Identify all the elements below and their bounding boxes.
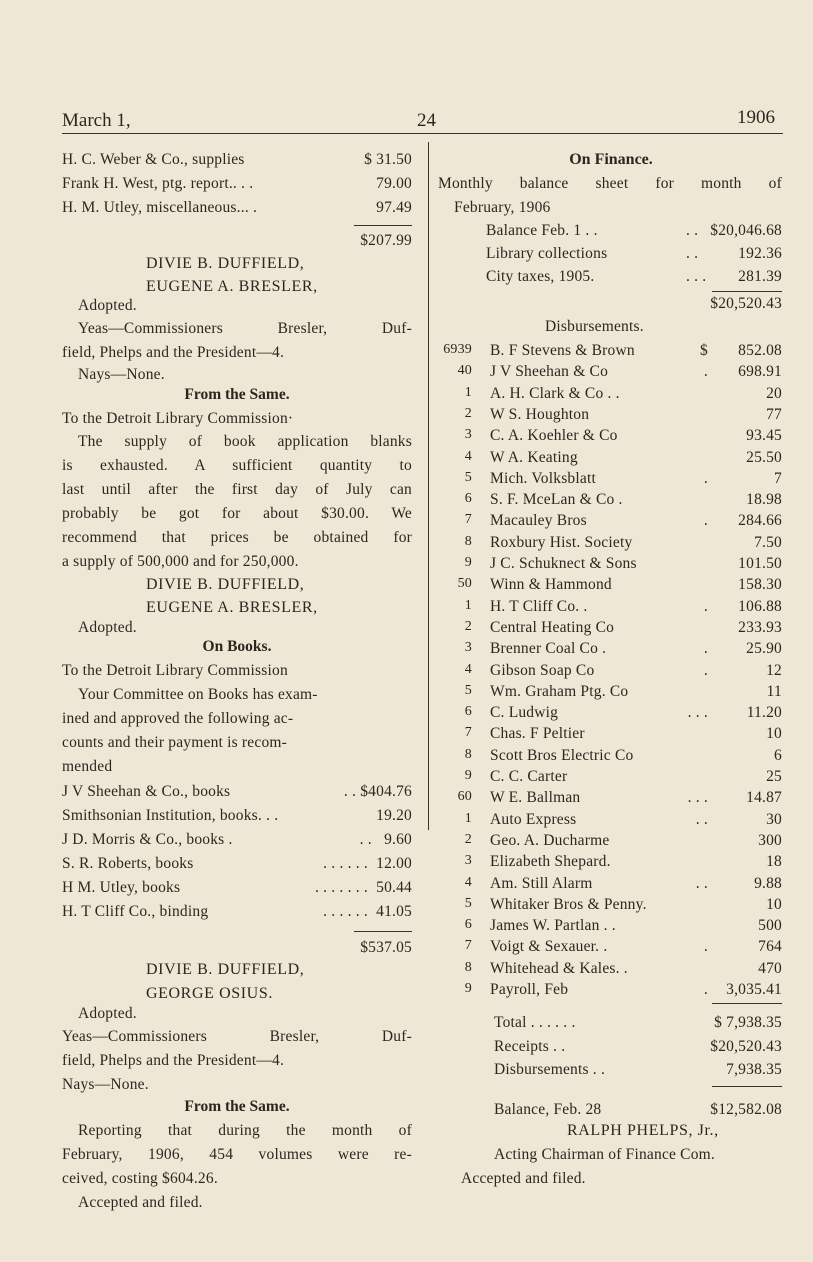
account-name: J V Sheehan & Co., books — [62, 783, 231, 800]
voucher-number: 2 — [464, 618, 472, 634]
leader-dots: . . — [686, 222, 699, 239]
balance-label: Balance, Feb. 28 — [494, 1101, 602, 1118]
summary-amount: $20,520.43 — [710, 1038, 782, 1055]
account-name: H M. Utley, books — [62, 879, 181, 896]
disbursement-row — [430, 704, 782, 724]
account-name: H. C. Weber & Co., supplies — [62, 151, 245, 168]
receipt-label: Balance Feb. 1 . . — [486, 222, 598, 239]
receipt-amount: 281.39 — [738, 268, 782, 285]
disbursement-amount: 284.66 — [738, 512, 782, 530]
disbursement-amount: 12 — [766, 661, 782, 679]
disbursement-row — [430, 576, 782, 596]
payee-name: A. H. Clark & Co . . — [490, 384, 620, 402]
leader-dots: . . — [686, 245, 699, 262]
vote-line: Yeas—Commissioners Bresler, Duf- — [62, 1028, 412, 1045]
disbursement-row — [430, 917, 782, 937]
payee-name: Roxbury Hist. Society — [490, 533, 633, 551]
disbursement-amount: 25.50 — [746, 448, 782, 466]
voucher-number: 5 — [464, 895, 472, 911]
payee-name: Am. Still Alarm — [490, 874, 593, 892]
disbursement-amount: 18 — [766, 853, 782, 871]
payee-name: Central Heating Co — [490, 618, 615, 636]
receipts-total: $20,520.43 — [710, 295, 782, 312]
receipt-row — [486, 268, 782, 288]
payee-name: J V Sheehan & Co — [490, 363, 609, 381]
leader-dots: . . — [695, 810, 708, 828]
balance-amount: $12,582.08 — [710, 1101, 782, 1118]
paragraph-line: last until after the first day of July can — [62, 481, 412, 498]
section-heading: On Finance. — [569, 151, 653, 168]
payee-name: Mich. Volksblatt — [490, 469, 596, 487]
voucher-number: 40 — [457, 363, 472, 379]
disbursement-row — [430, 938, 782, 958]
paragraph-line: ceived, costing $604.26. — [62, 1170, 218, 1187]
payee-name: Wm. Graham Ptg. Co — [490, 682, 629, 700]
disbursement-amount: 698.91 — [738, 363, 782, 381]
signature-line: EUGENE A. BRESLER, — [146, 599, 318, 616]
leader-dots: . . — [359, 831, 372, 848]
disbursement-row — [430, 832, 782, 852]
paragraph-line: recommend that prices be obtained for — [62, 529, 412, 546]
paragraph-line: is exhausted. A sufficient quantity to — [62, 457, 412, 474]
leader-dots: . . . — [687, 789, 708, 807]
receipt-row — [486, 245, 782, 265]
summary-label: Receipts . . — [494, 1038, 566, 1055]
account-name: Frank H. West, ptg. report.. . . — [62, 175, 254, 192]
voucher-number: 8 — [464, 533, 472, 549]
receipt-label: Library collections — [486, 245, 608, 262]
column-divider — [428, 142, 429, 830]
voucher-number: 1 — [464, 597, 472, 613]
disbursement-amount: 25.90 — [746, 640, 782, 658]
leader-dots: . — [703, 938, 708, 956]
summary-row — [494, 1014, 782, 1034]
account-total: $207.99 — [360, 232, 412, 249]
disbursement-row — [430, 363, 782, 383]
disbursement-amount: 14.87 — [746, 789, 782, 807]
disbursement-row — [430, 512, 782, 532]
leader-dots: . . — [343, 783, 357, 800]
account-amount: $404.76 — [360, 783, 412, 800]
sum-rule — [712, 291, 782, 292]
disbursement-amount: 3,035.41 — [726, 981, 782, 998]
disbursement-row — [430, 811, 782, 831]
nays-text: Nays—None. — [62, 1076, 149, 1093]
voucher-number: 7 — [464, 725, 472, 741]
summary-amount: 7,938.35 — [726, 1061, 782, 1078]
vote-line: field, Phelps and the President—4. — [62, 1052, 285, 1069]
payee-name: W E. Ballman — [490, 789, 581, 807]
paragraph-line: ined and approved the following ac- — [62, 710, 294, 727]
paragraph-line: Accepted and filed. — [78, 1194, 203, 1211]
disbursement-amount: 233.93 — [738, 618, 782, 636]
disbursement-row — [430, 406, 782, 426]
voucher-number: 4 — [464, 661, 472, 677]
account-amount: 9.60 — [384, 831, 412, 848]
disbursement-row — [430, 555, 782, 575]
disbursement-row — [430, 768, 782, 788]
disbursement-row — [430, 342, 782, 362]
receipt-amount: $20,046.68 — [710, 222, 782, 239]
signature-line: RALPH PHELPS, Jr., — [567, 1122, 719, 1139]
disbursement-amount: 18.98 — [746, 491, 782, 509]
account-row — [62, 831, 412, 849]
voucher-number: 5 — [464, 469, 472, 485]
disbursement-amount: 30 — [766, 810, 782, 828]
payee-name: C. A. Koehler & Co — [490, 427, 618, 445]
account-name: S. R. Roberts, books — [62, 855, 194, 872]
disbursement-amount: 6 — [774, 746, 782, 764]
voucher-number: 2 — [464, 405, 472, 421]
receipt-row — [486, 222, 782, 242]
vote-line: Yeas—Commissioners Bresler, Duf- — [78, 320, 412, 337]
account-amount: 12.00 — [376, 855, 412, 872]
disbursement-row — [430, 981, 782, 1001]
account-row — [62, 903, 412, 921]
payee-name: J C. Schuknect & Sons — [490, 555, 637, 572]
account-name: H. M. Utley, miscellaneous... . — [62, 199, 258, 216]
leader-dots: . — [703, 363, 708, 381]
voucher-number: 3 — [464, 640, 472, 656]
account-name: Smithsonian Institution, books. . . — [62, 807, 279, 824]
disbursement-amount: 300 — [758, 831, 782, 849]
leader-dots: . . . . . . . — [314, 879, 368, 896]
account-amount: 79.00 — [376, 175, 412, 192]
disbursement-row — [430, 640, 782, 660]
disbursement-row — [430, 449, 782, 469]
signature-line: DIVIE B. DUFFIELD, — [146, 961, 305, 978]
account-row — [62, 879, 412, 897]
payee-name: Elizabeth Shepard. — [490, 853, 611, 871]
paragraph-line: To the Detroit Library Commission· — [62, 410, 294, 427]
account-amount: 41.05 — [376, 903, 412, 920]
voucher-number: 9 — [464, 768, 472, 783]
voucher-number: 1 — [464, 810, 472, 826]
payee-name: B. F Stevens & Brown — [490, 342, 635, 359]
disbursement-row — [430, 875, 782, 895]
signature-title: Acting Chairman of Finance Com. — [494, 1146, 716, 1163]
account-amount: $ 31.50 — [364, 151, 412, 168]
disbursement-amount: 106.88 — [738, 597, 782, 615]
voucher-number: 1 — [464, 384, 472, 400]
page-number: 24 — [417, 110, 436, 131]
payee-name: W S. Houghton — [490, 405, 590, 423]
disbursement-row — [430, 427, 782, 447]
payee-name: Scott Bros Electric Co — [490, 746, 634, 764]
disbursement-amount: 77 — [766, 405, 782, 423]
vote-line: field, Phelps and the President—4. — [62, 344, 285, 361]
accepted-text: Accepted and filed. — [461, 1170, 586, 1187]
leader-dots: . — [703, 640, 708, 658]
voucher-number: 8 — [464, 959, 472, 975]
summary-amount: $ 7,938.35 — [714, 1014, 782, 1031]
voucher-number: 6 — [464, 491, 472, 507]
intro-line: February, 1906 — [454, 199, 551, 216]
voucher-number: 6939 — [443, 342, 472, 357]
disbursement-row — [430, 598, 782, 618]
account-amount: 19.20 — [376, 807, 412, 824]
disbursement-amount: 7.50 — [754, 533, 782, 551]
disbursement-amount: 11 — [766, 682, 782, 700]
disbursement-row — [430, 747, 782, 767]
leader-dots: . . . — [687, 704, 708, 722]
disbursement-amount: 25 — [766, 768, 782, 785]
receipt-amount: 192.36 — [738, 245, 782, 262]
paragraph-line: mended — [62, 758, 113, 775]
voucher-number: 50 — [457, 576, 472, 592]
disbursement-row — [430, 491, 782, 511]
header-rule — [62, 133, 783, 134]
payee-name: Macauley Bros — [490, 512, 587, 530]
leader-dots: . — [703, 597, 708, 615]
payee-name: Brenner Coal Co . — [490, 640, 607, 658]
account-amount: 97.49 — [376, 199, 412, 216]
payee-name: James W. Partlan . . — [490, 917, 616, 935]
leader-dots: . . — [695, 874, 708, 892]
sum-rule — [712, 1086, 782, 1087]
disbursement-amount: 101.50 — [738, 555, 782, 572]
payee-name: S. F. McеLan & Co . — [490, 491, 623, 509]
account-row — [62, 199, 412, 217]
payee-name: Payroll, Feb — [490, 981, 569, 998]
section-heading: On Books. — [202, 638, 272, 655]
summary-label: Total . . . . . . — [494, 1014, 576, 1031]
disbursement-row — [430, 683, 782, 703]
receipt-label: City taxes, 1905. — [486, 268, 595, 285]
signature-line: DIVIE B. DUFFIELD, — [146, 255, 305, 272]
disbursement-amount: 500 — [758, 917, 782, 935]
leader-dots: . . . . . . — [323, 855, 368, 872]
disbursement-amount: 852.08 — [738, 342, 782, 359]
header-date: March 1, — [62, 110, 131, 131]
payee-name: Voigt & Sexauer. . — [490, 938, 608, 956]
disbursements-heading: Disbursements. — [545, 318, 644, 335]
voucher-number: 4 — [464, 874, 472, 890]
voucher-number: 4 — [464, 448, 472, 464]
payee-name: Gibson Soap Co — [490, 661, 595, 679]
balance-row — [494, 1101, 782, 1119]
payee-name: Whitehead & Kales. . — [490, 959, 628, 977]
disbursement-amount: 11.20 — [746, 704, 782, 722]
section-heading: From the Same. — [184, 1098, 290, 1115]
account-row — [62, 175, 412, 193]
paragraph-line: The supply of book application blanks — [78, 433, 412, 450]
disbursement-row — [430, 662, 782, 682]
paragraph-line: counts and their payment is recom- — [62, 734, 288, 751]
payee-name: C. C. Carter — [490, 768, 568, 785]
disbursement-row — [430, 619, 782, 639]
account-total: $537.05 — [360, 939, 412, 956]
disbursement-row — [430, 385, 782, 405]
signature-line: DIVIE B. DUFFIELD, — [146, 576, 305, 593]
disbursement-amount: 10 — [766, 725, 782, 743]
header-year: 1906 — [737, 107, 775, 128]
disbursement-row — [430, 789, 782, 809]
disbursement-amount: 764 — [758, 938, 782, 956]
voucher-number: 6 — [464, 917, 472, 933]
disbursement-amount: 158.30 — [738, 576, 782, 594]
disbursement-row — [430, 853, 782, 873]
disbursement-row — [430, 960, 782, 980]
disbursement-amount: 20 — [766, 384, 782, 402]
summary-row — [494, 1061, 782, 1081]
disbursement-row — [430, 470, 782, 490]
disbursement-row — [430, 725, 782, 745]
payee-name: Chas. F Peltier — [490, 725, 585, 743]
voucher-number: 8 — [464, 746, 472, 762]
disbursement-amount: 9.88 — [754, 874, 782, 892]
account-row — [62, 807, 412, 825]
intro-line: Monthly balance sheet for month of — [438, 175, 782, 192]
voucher-number: 60 — [457, 789, 472, 805]
signature-line: EUGENE A. BRESLER, — [146, 278, 318, 295]
account-row — [62, 151, 412, 169]
voucher-number: 3 — [464, 427, 472, 443]
paragraph-line: February, 1906, 454 volumes were re- — [62, 1146, 412, 1163]
disbursement-amount: 10 — [766, 895, 782, 913]
voucher-number: 6 — [464, 704, 472, 720]
summary-label: Disbursements . . — [494, 1061, 606, 1078]
voucher-number: 2 — [464, 831, 472, 847]
leader-dots: $ — [700, 342, 708, 359]
leader-dots: . . . — [686, 268, 707, 285]
sum-rule — [354, 931, 412, 932]
paragraph-line: a supply of 500,000 and for 250,000. — [62, 553, 299, 570]
voucher-number: 7 — [464, 938, 472, 954]
voucher-number: 9 — [464, 981, 472, 996]
voucher-number: 3 — [464, 853, 472, 869]
nays-text: Nays—None. — [78, 366, 165, 383]
account-name: J D. Morris & Co., books . — [62, 831, 233, 848]
payee-name: Auto Express — [490, 810, 577, 828]
disbursement-amount: 7 — [774, 469, 782, 487]
account-amount: 50.44 — [376, 879, 412, 896]
signature-line: GEORGE OSIUS. — [146, 985, 273, 1002]
payee-name: Winn & Hammond — [490, 576, 612, 594]
paragraph-line: To the Detroit Library Commission — [62, 662, 288, 679]
account-row — [62, 855, 412, 873]
voucher-number: 9 — [464, 555, 472, 570]
adopted-text: Adopted. — [78, 297, 137, 314]
payee-name: Whitaker Bros & Penny. — [490, 895, 647, 913]
account-name: H. T Cliff Co., binding — [62, 903, 209, 920]
sum-rule — [712, 1003, 782, 1004]
adopted-text: Adopted. — [78, 1005, 137, 1022]
leader-dots: . . . . . . — [323, 903, 368, 920]
section-heading: From the Same. — [184, 386, 290, 403]
paragraph-line: Your Committee on Books has exam- — [78, 686, 318, 703]
disbursement-amount: 93.45 — [746, 427, 782, 445]
payee-name: H. T Cliff Co. . — [490, 597, 588, 615]
summary-row — [494, 1038, 782, 1058]
disbursement-row — [430, 534, 782, 554]
payee-name: Geo. A. Ducharme — [490, 831, 610, 849]
voucher-number: 7 — [464, 512, 472, 528]
leader-dots: . — [703, 661, 708, 679]
paragraph-line: Reporting that during the month of — [78, 1122, 412, 1139]
paragraph-line: probably be got for about $30.00. We — [62, 505, 412, 522]
leader-dots: . — [703, 469, 708, 487]
payee-name: C. Ludwig — [490, 704, 559, 722]
leader-dots: . — [703, 981, 708, 998]
adopted-text: Adopted. — [78, 619, 137, 636]
voucher-number: 5 — [464, 682, 472, 698]
account-row — [62, 783, 412, 801]
leader-dots: . — [703, 512, 708, 530]
sum-rule — [354, 225, 412, 226]
disbursement-amount: 470 — [758, 959, 782, 977]
disbursement-row — [430, 896, 782, 916]
payee-name: W A. Keating — [490, 448, 578, 466]
